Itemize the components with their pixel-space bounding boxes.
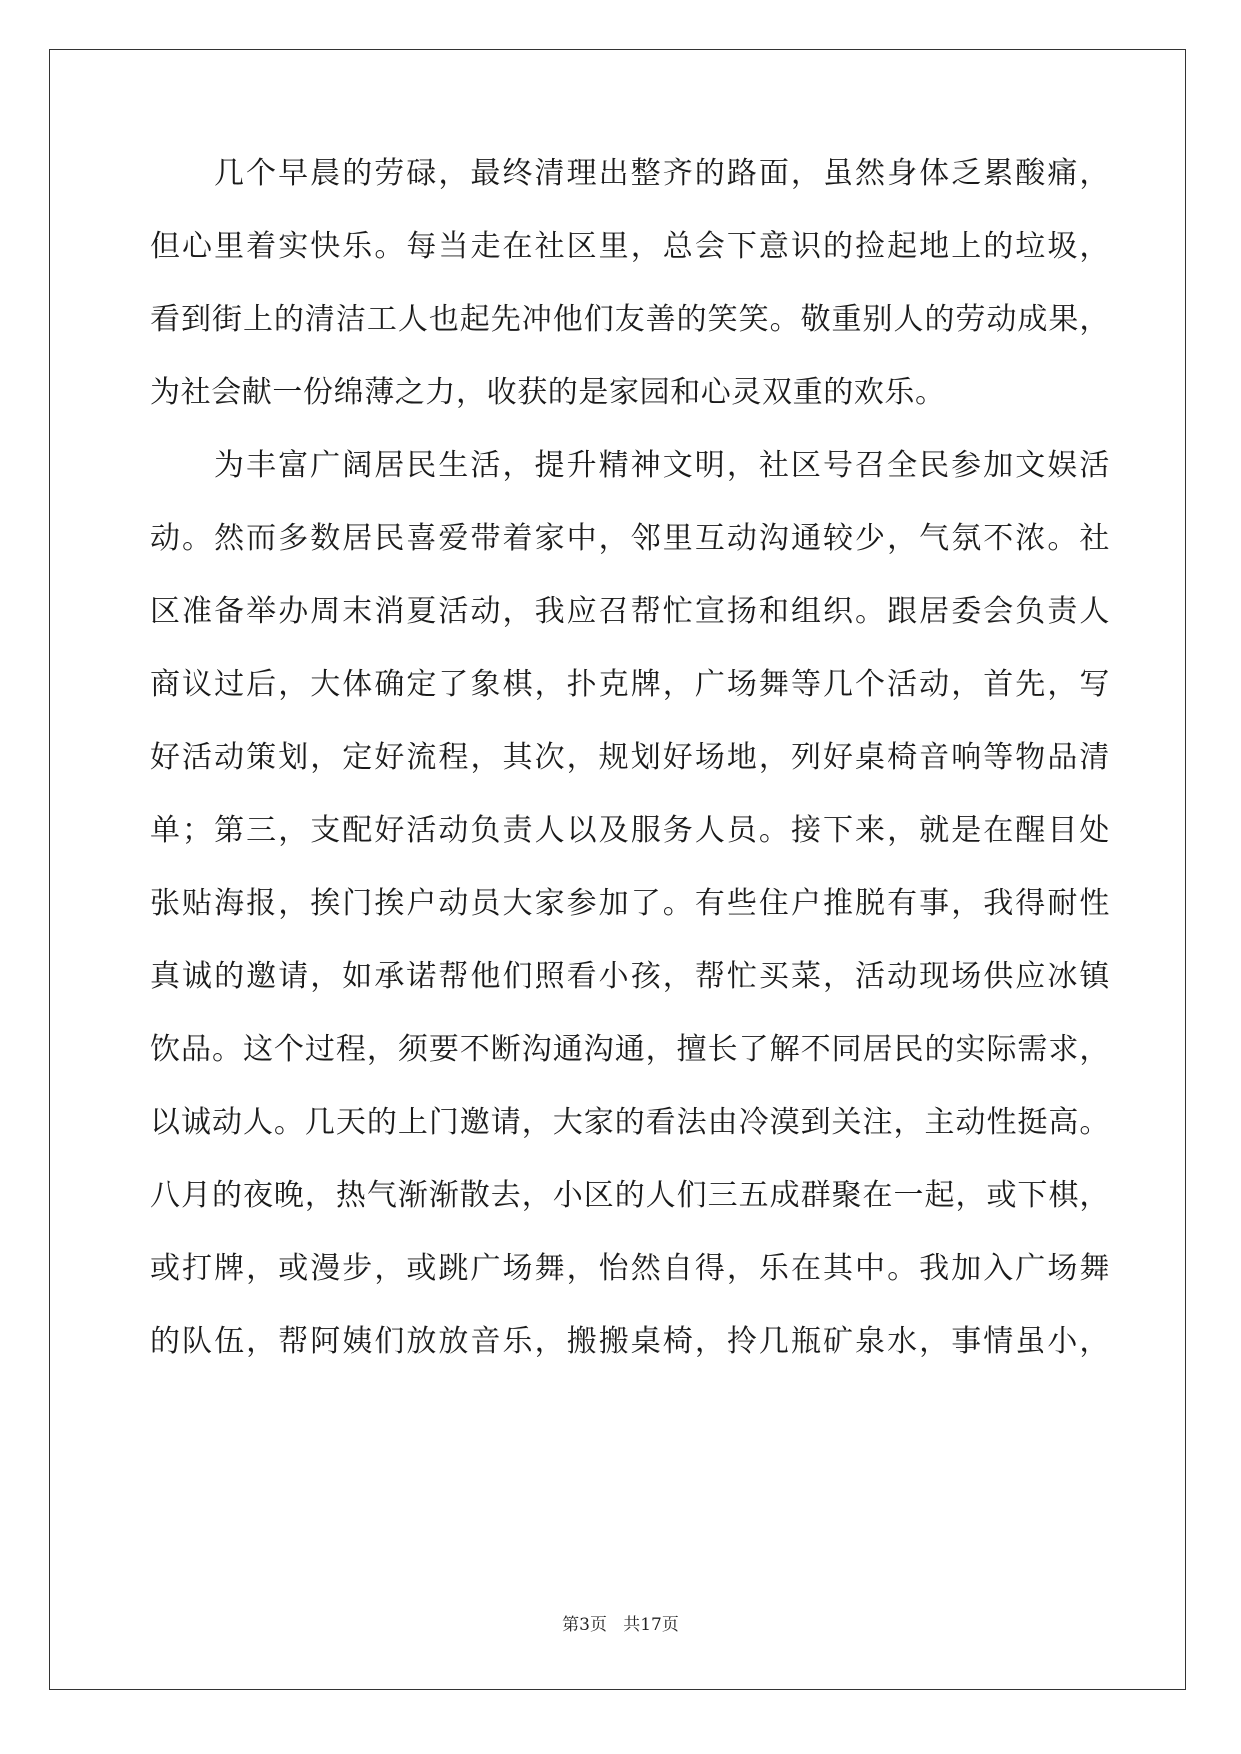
paragraph-2-line-3: 区准备举办周末消夏活动，我应召帮忙宣扬和组织。跟居委会负责人 <box>150 594 1110 629</box>
page-border <box>49 49 1186 1690</box>
page-number: 第3页 <box>562 1615 607 1635</box>
paragraph-2-line-4: 商议过后，大体确定了象棋，扑克牌，广场舞等几个活动，首先，写 <box>150 667 1110 702</box>
paragraph-1-line-2: 但心里着实快乐。每当走在社区里，总会下意识的捡起地上的垃圾， <box>150 229 1110 264</box>
paragraph-2-line-13: 的队伍，帮阿姨们放放音乐，搬搬桌椅，拎几瓶矿泉水，事情虽小， <box>150 1324 1110 1359</box>
paragraph-2-line-6: 单；第三，支配好活动负责人以及服务人员。接下来，就是在醒目处 <box>150 813 1110 848</box>
paragraph-2-line-9: 饮品。这个过程，须要不断沟通沟通，擅长了解不同居民的实际需求， <box>150 1032 1110 1067</box>
paragraph-2-line-7: 张贴海报，挨门挨户动员大家参加了。有些住户推脱有事，我得耐性 <box>150 886 1110 921</box>
paragraph-1-line-3: 看到街上的清洁工人也起先冲他们友善的笑笑。敬重别人的劳动成果， <box>150 302 1110 337</box>
paragraph-2-line-8: 真诚的邀请，如承诺帮他们照看小孩，帮忙买菜，活动现场供应冰镇 <box>150 959 1110 994</box>
paragraph-2-line-1: 为丰富广阔居民生活，提升精神文明，社区号召全民参加文娱活 <box>214 448 1110 483</box>
paragraph-2-line-11: 八月的夜晚，热气渐渐散去，小区的人们三五成群聚在一起，或下棋， <box>150 1178 1110 1213</box>
paragraph-1-line-1: 几个早晨的劳碌，最终清理出整齐的路面，虽然身体乏累酸痛， <box>214 156 1110 191</box>
paragraph-2-line-5: 好活动策划，定好流程，其次，规划好场地，列好桌椅音响等物品清 <box>150 740 1110 775</box>
paragraph-1-line-4: 为社会献一份绵薄之力，收获的是家园和心灵双重的欢乐。 <box>150 375 946 410</box>
total-pages: 共17页 <box>623 1615 679 1635</box>
page-footer <box>0 1614 1241 1636</box>
paragraph-2-line-10: 以诚动人。几天的上门邀请，大家的看法由冷漠到关注，主动性挺高。 <box>150 1105 1110 1140</box>
paragraph-2-line-12: 或打牌，或漫步，或跳广场舞，怡然自得，乐在其中。我加入广场舞 <box>150 1251 1110 1286</box>
paragraph-2-line-2: 动。然而多数居民喜爱带着家中，邻里互动沟通较少，气氛不浓。社 <box>150 521 1110 556</box>
